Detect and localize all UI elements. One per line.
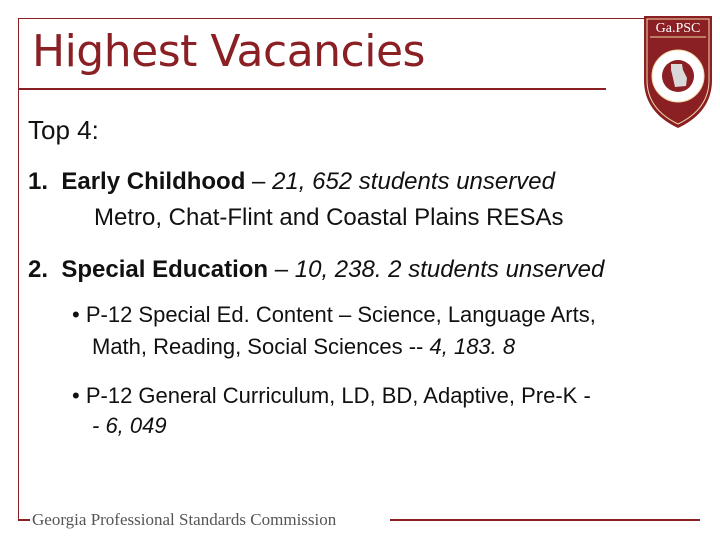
bullet-value: - 6, 049: [92, 413, 167, 438]
item-number: 2.: [28, 256, 49, 283]
list-item-1-subline: Metro, Chat-Flint and Coastal Plains RESAs: [94, 204, 564, 231]
footer-line-left: [18, 519, 30, 521]
bullet-text: Math, Reading, Social Sciences --: [92, 334, 430, 359]
slide-subtitle: Top 4:: [28, 115, 99, 145]
bullet-item-1: [72, 302, 596, 328]
title-underline: [18, 88, 606, 90]
logo-name: Ga.PSC: [655, 21, 701, 36]
gapsc-logo: [638, 8, 718, 130]
slide-frame-left-line: [18, 18, 19, 521]
bullet-text: P-12 Special Ed. Content – Science, Language Arts,: [85, 302, 596, 327]
footer-line-right: [390, 519, 700, 521]
item-detail: 21, 652 students unserved: [272, 168, 555, 195]
item-detail: 10, 238. 2 students unserved: [294, 256, 605, 283]
bullet-marker: •: [72, 302, 80, 327]
item-dash: –: [268, 256, 295, 283]
slide-title: Highest Vacancies: [32, 26, 425, 77]
list-item-1: [28, 168, 555, 196]
bullet-item-2-continuation: [92, 413, 167, 439]
bullet-item-1-continuation: [92, 334, 515, 360]
item-number: 1.: [28, 168, 49, 195]
footer-organization: Georgia Professional Standards Commission: [32, 510, 337, 529]
item-category: Early Childhood: [61, 168, 246, 195]
item-category: Special Education: [61, 256, 269, 283]
bullet-marker: •: [72, 383, 80, 408]
slide-frame-top-line: [18, 18, 698, 19]
list-item-2: [28, 256, 604, 284]
bullet-value: 4, 183. 8: [429, 334, 516, 359]
item-dash: –: [245, 168, 273, 195]
bullet-text: P-12 General Curriculum, LD, BD, Adaptive, Pre-K -: [85, 383, 591, 408]
bullet-item-2: [72, 383, 591, 409]
